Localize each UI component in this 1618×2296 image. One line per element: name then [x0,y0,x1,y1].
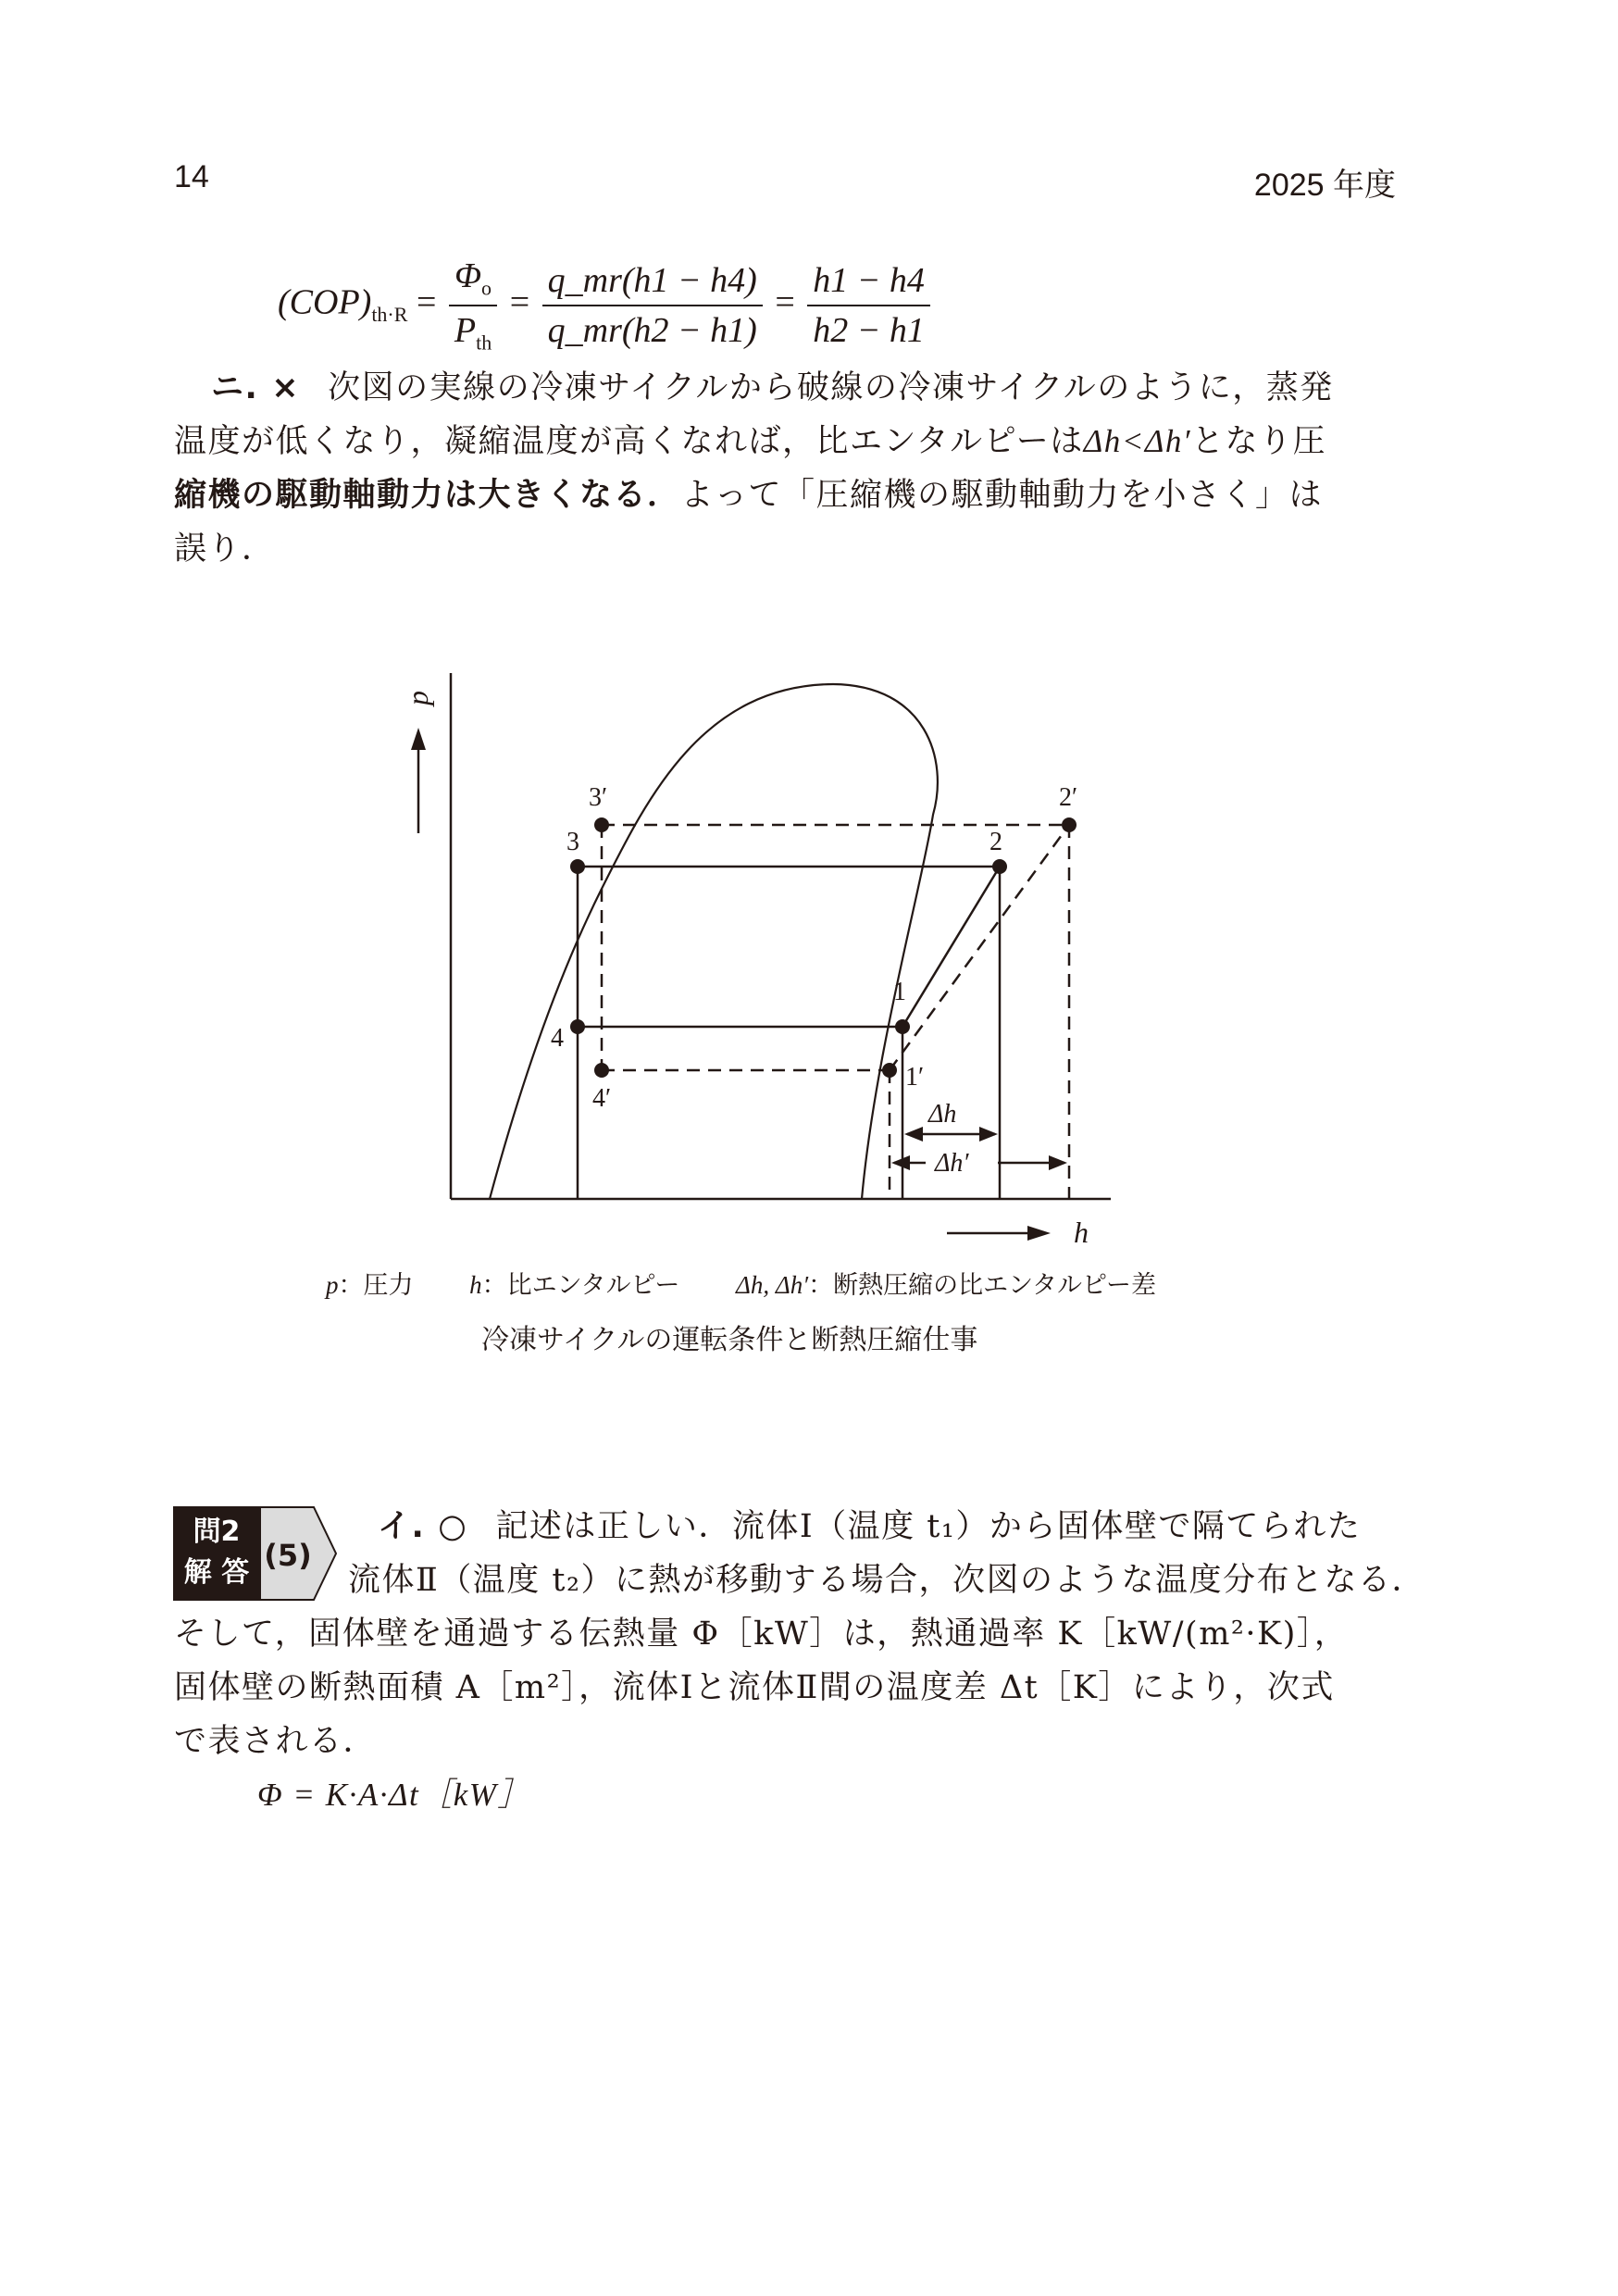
badge-question-label: 問2 解 答 [173,1506,260,1601]
label-4: 4 [551,1024,564,1053]
diagram-legend: p：圧力 h：比エンタルピー Δh, Δh′：断熱圧縮の比エンタルピー差 [326,1271,1156,1300]
label-1: 1 [893,978,906,1006]
label-1p: 1′ [905,1063,925,1092]
section-i: イ. ○ 記述は正しい．流体Ⅰ（温度 t₁）から固体壁で隔てられた 流体Ⅱ（温度 t₂）に熱が移動する場合，次図のような温度分布となる． そして，固体壁を通過する伝熱量 Φ［kW］は，熱通過率 K［kW/(m²·K)］， 固体壁の断熱面積 A［m²］，流体Ⅰと流体Ⅱ間の温度差 Δt［K］により，次式 で表される． Φ = K·A·Δt［kW］ [174,1508,1426,1813]
year-label: 2025 年度 [1253,168,1396,203]
p-arrow-icon [411,728,426,750]
h-axis-label: h [1074,1216,1089,1249]
label-3: 3 [566,828,579,856]
point-4 [570,1019,585,1034]
delta-h-inequality: Δh<Δh′ [1083,423,1192,459]
h-arrow-icon [1027,1226,1051,1241]
page-number: 14 [174,159,209,194]
cop-formula: $(COP)_{th\cdot R}$ = $\frac{\Phi_o}{P_{th}}$ = $\frac{q\_mr(h1 - h4)}{q\_mr(h2 - h1)}$ = $\frac{h1 - h4}{h2 - h1}$ [278,256,934,355]
cop-lhs-sub: th·R [371,302,408,326]
circle-mark: ○ [438,1508,468,1545]
label-4p: 4′ [592,1084,612,1113]
section-i-label: イ. [378,1508,426,1545]
delta-h-label: Δh [928,1100,957,1129]
saturation-curve [490,684,938,1199]
fraction-h: $\frac{h1 - h4}{h2 - h1}$ [807,260,930,351]
cop-lhs: (COP) [278,282,372,322]
delta-h-prime-label: Δh′ [935,1149,969,1178]
point-2 [992,859,1007,874]
point-3 [570,859,585,874]
fraction-phi-over-p: $\frac{\Phi_o}{P_{th}}$ [449,256,497,355]
point-1 [895,1019,910,1034]
cross-mark: × [271,369,301,406]
point-1p [882,1063,897,1078]
p-axis-label: p [401,691,434,705]
section-ni-label: ニ. [211,369,259,406]
label-2p: 2′ [1059,783,1078,812]
point-3p [594,817,609,832]
point-2p [1062,817,1077,832]
section-ni: ニ. × 次図の実線の冷凍サイクルから破線の冷凍サイクルのように，蒸発 温度が低くなり，凝縮温度が高くなれば，比エンタルピーはΔh<Δh′となり圧 縮機の駆動軸動力は大きくなる．よって「圧縮機の駆動軸動力を小さく」は 誤り． [174,369,1334,568]
fraction-qmr: $\frac{q\_mr(h1 - h4)}{q\_mr(h2 - h1)}$ [542,260,763,351]
point-4p [594,1063,609,1078]
diagram-title: 冷凍サイクルの運転条件と断熱圧縮仕事 [481,1324,978,1356]
badge-answer-number: (5) [264,1538,312,1573]
label-2: 2 [989,828,1002,856]
label-3p: 3′ [589,783,608,812]
heat-transfer-formula: Φ = K·A·Δt［kW］ [257,1777,531,1813]
